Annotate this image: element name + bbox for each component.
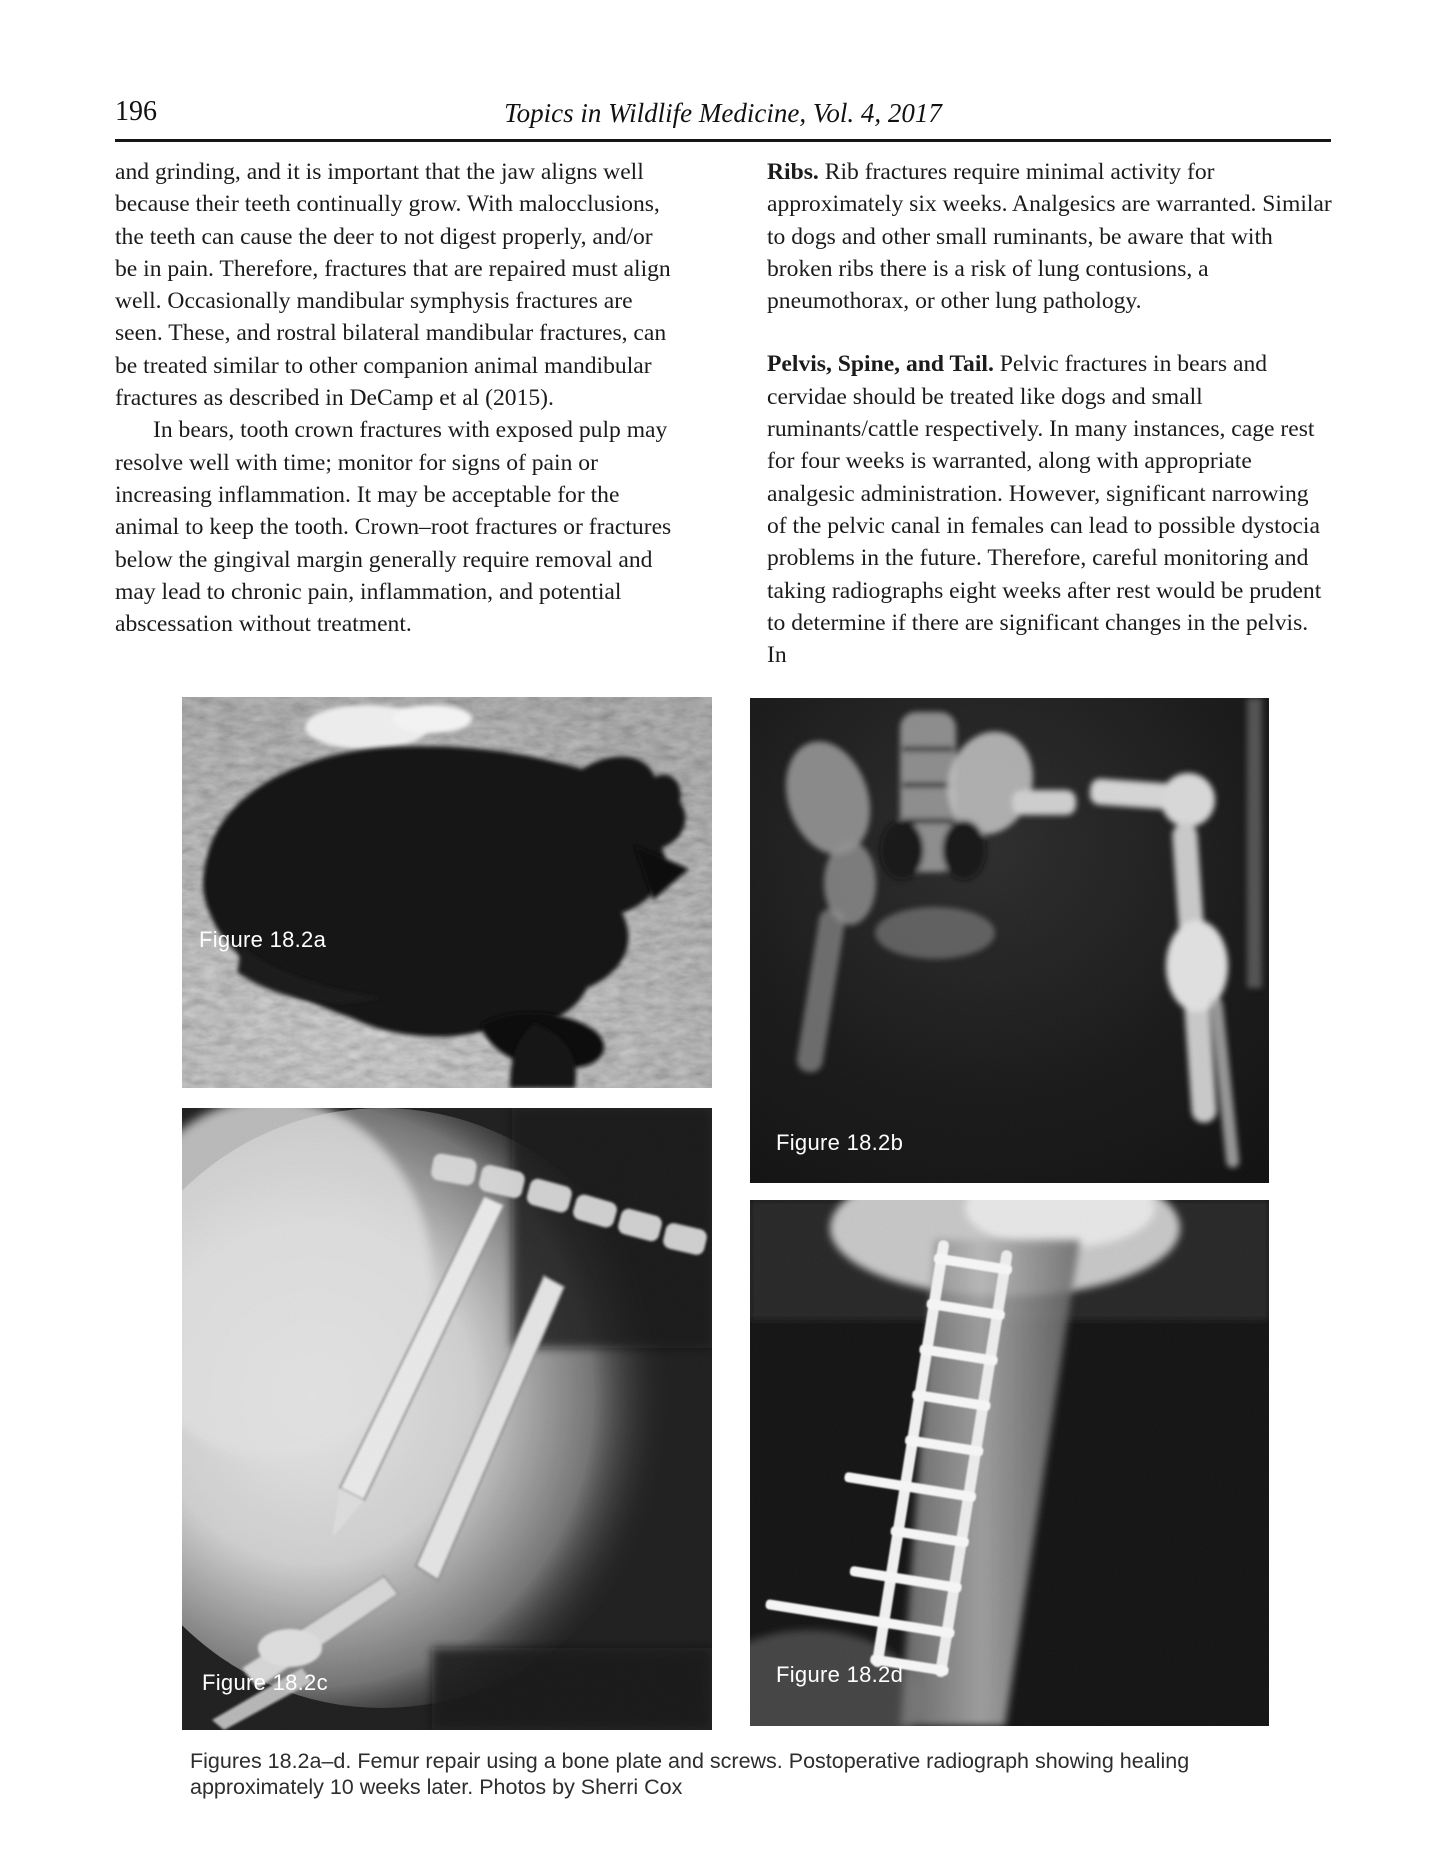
figure-18-2d bbox=[750, 1200, 1269, 1726]
section-heading: Pelvis, Spine, and Tail. bbox=[767, 351, 994, 378]
section-text: Pelvic fractures in bears and cervidae should be treated like dogs and small ruminants/cattle respectively. In many instances, cage rest for four weeks is warranted, along with appropriate analgesic administration. However, significant narrowing of the pelvic canal in females can lead to possible dystocia problems in the future. Therefore, careful monitoring and taking radiographs eight weeks after rest would be prudent to determine if there are significant changes in the pelvis. In bbox=[767, 351, 1322, 669]
bear-photo-image bbox=[182, 697, 712, 1088]
figure-18-2b bbox=[750, 698, 1269, 1183]
page-number: 196 bbox=[115, 96, 157, 127]
pelvis-radiograph-image bbox=[750, 698, 1269, 1183]
section-pelvis-spine-tail bbox=[767, 348, 1333, 671]
figure-label: Figure 18.2b bbox=[776, 1130, 904, 1155]
left-column bbox=[115, 156, 677, 640]
body-paragraph: and grinding, and it is important that the jaw aligns well because their teeth continually grow. With malocclusions, the teeth can cause the deer to not digest properly, and/or be in pain. Therefore, fractures that are repaired must align well. Occasionally mandibular symphysis fractures are seen. These, and rostral bilateral mandibular fractures, can be treated similar to other companion animal mandibular fractures as described in DeCamp et al (2015). bbox=[115, 159, 671, 412]
body-paragraph: In bears, tooth crown fractures with exposed pulp may resolve well with time; monitor for signs of pain or increasing inflammation. It may be acceptable for the animal to keep the tooth. Crown–root fractures or fractures below the gingival margin generally require removal and may lead to chronic pain, inflammation, and potential abscessation without treatment. bbox=[115, 417, 672, 638]
header-rule bbox=[115, 139, 1331, 142]
figure-label: Figure 18.2d bbox=[776, 1662, 904, 1687]
right-column bbox=[767, 156, 1333, 671]
figure-label: Figure 18.2a bbox=[199, 927, 327, 952]
figure-label: Figure 18.2c bbox=[202, 1670, 328, 1695]
section-ribs bbox=[767, 156, 1333, 317]
section-text: Rib fractures require minimal activity for approximately six weeks. Analgesics are warranted. Similar to dogs and other small ruminants, be aware that with broken ribs there is a risk of lung contusions, a pneumothorax, or other lung pathology. bbox=[767, 159, 1332, 315]
journal-title: Topics in Wildlife Medicine, Vol. 4, 2017 bbox=[504, 98, 942, 128]
figure-18-2c bbox=[182, 1108, 712, 1730]
fracture-radiograph-image bbox=[182, 1108, 712, 1730]
bone-plate-radiograph-image bbox=[750, 1200, 1269, 1726]
figure-18-2a bbox=[182, 697, 712, 1088]
section-heading: Ribs. bbox=[767, 159, 819, 185]
figure-caption: Figures 18.2a–d. Femur repair using a bone plate and screws. Postoperative radiograph showing healing approximately 10 weeks later. Photos by Sherri Cox bbox=[190, 1749, 1190, 1799]
page-header bbox=[115, 96, 1331, 130]
